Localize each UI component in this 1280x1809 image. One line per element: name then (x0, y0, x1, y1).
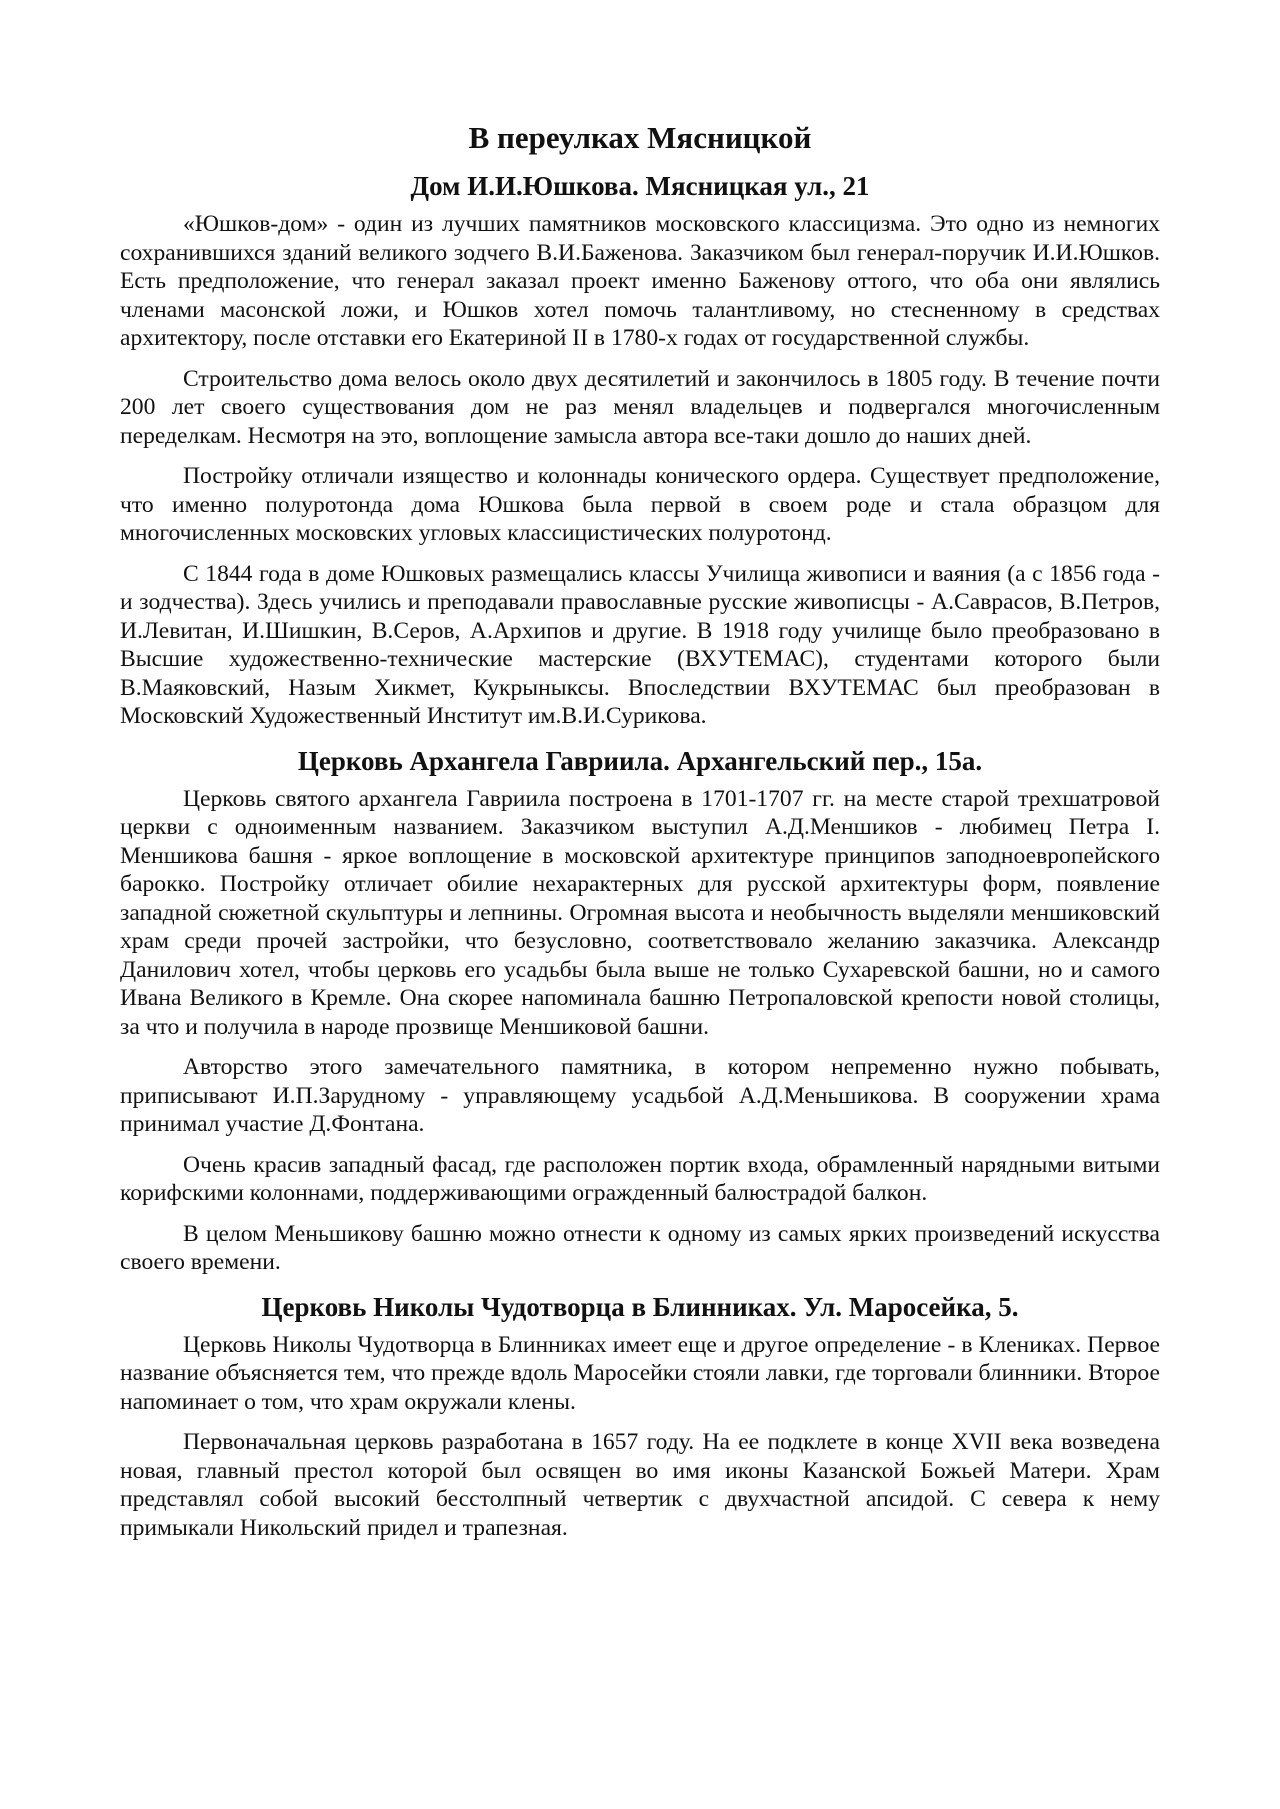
document-title: В переулках Мясницкой (468, 120, 812, 155)
paragraph: Авторство этого замечательного памятника, в котором непременно нужно побывать, приписывают И.П.Зарудному - управляющему усадьбой А.Д.Меньшикова. В сооружении храма принимал участие Д.Фонтана. (120, 1054, 1160, 1137)
paragraph: С 1844 года в доме Юшковых размещались классы Училища живописи и ваяния (а с 1856 года - и зодчества). Здесь учились и преподавали православные русские живописцы - А.Саврасов, В.Петров, И.Левитан, И.Шишкин, В.Серов, А.Архипов и другие. В 1918 году училище было преобразовано в Высшие художественно-технические мастерские (ВХУТЕМАС), студентами которого были В.Маяковский, Назым Хикмет, Кукрыныксы. Впоследствии ВХУТЕМАС был преобразован в Московский Художественный Институт им.В.И.Сурикова. (120, 560, 1160, 729)
section-yushkov-house (120, 168, 1160, 731)
paragraph: Строительство дома велось около двух десятилетий и закончилось в 1805 году. В течение почти 200 лет своего существования дом не раз менял владельцев и подвергался многочисленным переделкам. Несмотря на это, воплощение замысла автора все-таки дошло до наших дней. (120, 365, 1160, 449)
paragraph: «Юшков-дом» - один из лучших памятников московского классицизма. Это одно из немногих сохранившихся зданий великого зодчего В.И.Баженова. Заказчиком был генерал-поручик И.И.Юшков. Есть предположение, что генерал заказал проект именно Баженову оттого, что оба они являлись членами масонской ложи, и Юшков хотел помочь талантливому, но стесненному в средствах архитектору, после отставки его Екатериной II в 1780-х годах от государственной службы. (120, 211, 1160, 351)
section-archangel-gabriel-church (120, 743, 1160, 1277)
paragraph: Церковь Николы Чудотворца в Блинниках имеет еще и другое определение - в Клениках. Первое название объясняется тем, что прежде вдоль Маросейки стояли лавки, где торговали блинники. Второе напоминает о том, что храм окружали клены. (120, 1331, 1160, 1415)
paragraph: Постройку отличали изящество и колоннады конического ордера. Существует предположение, что именно полуротонда дома Юшкова была первой в своем роде и стала образцом для многочисленных московских угловых классицистических полуротонд. (120, 463, 1160, 546)
paragraph: Очень красив западный фасад, где расположен портик входа, обрамленный нарядными витыми корифскими колоннами, поддерживающими огражденный балюстрадой балкон. (120, 1151, 1160, 1206)
section-heading: Церковь Николы Чудотворца в Блинниках. Ул. Маросейка, 5. (261, 1291, 1019, 1322)
paragraph: Первоначальная церковь разработана в 1657 году. На ее подклете в конце XVII века возведена новая, главный престол которой был освящен во имя иконы Казанской Божьей Матери. Храм представлял собой высокий бесстолпный четвертик с двухчастной апсидой. С севера к нему примыкали Никольский придел и трапезная. (120, 1429, 1160, 1541)
paragraph: В целом Меньшикову башню можно отнести к одному из самых ярких произведений искусства своего времени. (120, 1220, 1160, 1275)
section-heading: Дом И.И.Юшкова. Мясницкая ул., 21 (410, 171, 870, 201)
paragraph: Церковь святого архангела Гавриила построена в 1701-1707 гг. на месте старой трехшатровой церкви с одноименным названием. Заказчиком выступил А.Д.Меншиков - любимец Петра I. Меншикова башня - яркое воплощение в московской архитектуре принципов заподноевропейского барокко. Постройку отличает обилие нехарактерных для русской архитектуры форм, появление западной сюжетной скульптуры и лепнины. Огромная высота и необычность выделяли меншиковский храм среди прочей застройки, что безусловно, соответствовало желанию заказчика. Александр Данилович хотел, чтобы церковь его усадьбы была выше не только Сухаревской башни, но и самого Ивана Великого в Кремле. Она скорее напоминала башню Петропаловской крепости новой столицы, за что и получила в народе прозвище Меншиковой башни. (120, 785, 1160, 1040)
document-page (120, 118, 1160, 1554)
section-heading: Церковь Архангела Гавриила. Архангельский пер., 15а. (297, 745, 983, 776)
section-nikola-blinniki-church (120, 1289, 1160, 1543)
